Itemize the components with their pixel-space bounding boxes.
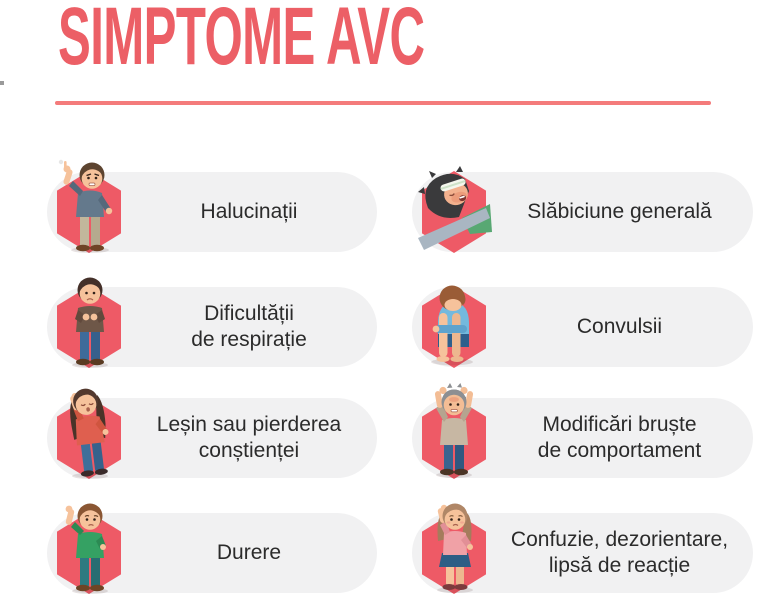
girl-scratching-head-icon [412,497,496,597]
symptom-pill-convulsii [412,287,753,367]
woman-hand-on-forehead-icon [47,382,131,482]
man-hands-on-chest-icon [47,271,131,371]
symptom-label: Dificultății de respirație [191,302,307,351]
left-edge-mark [0,81,4,85]
symptom-pill-slabiciune [412,172,753,252]
symptom-label: Leșin sau pierderea conștienței [156,413,342,462]
man-hands-on-head-icon [412,382,496,482]
symptom-pill-dificultati-respiratie [47,287,377,367]
symptom-label: Durere [216,541,282,564]
symptom-pill-confuzie [412,513,753,593]
symptom-label: Halucinații [200,200,298,223]
symptom-label: Confuzie, dezorientare, lipsă de reacție [510,528,729,577]
title-underline [55,101,711,105]
boy-raised-arm-icon [47,497,131,597]
page-title: SIMPTOME AVC [58,0,425,82]
symptom-pill-durere [47,513,377,593]
man-pointing-icon [47,156,131,256]
symptom-pill-halucinatii [47,172,377,252]
symptom-label: Slăbiciune generală [527,200,712,223]
symptom-pill-lesin [47,398,377,478]
symptom-pill-modificari [412,398,753,478]
boy-hugging-knees-icon [412,271,496,371]
symptom-label: Modificări bruște de comportament [537,413,702,462]
man-lying-ill-icon [412,156,496,256]
symptom-label: Convulsii [576,315,663,338]
